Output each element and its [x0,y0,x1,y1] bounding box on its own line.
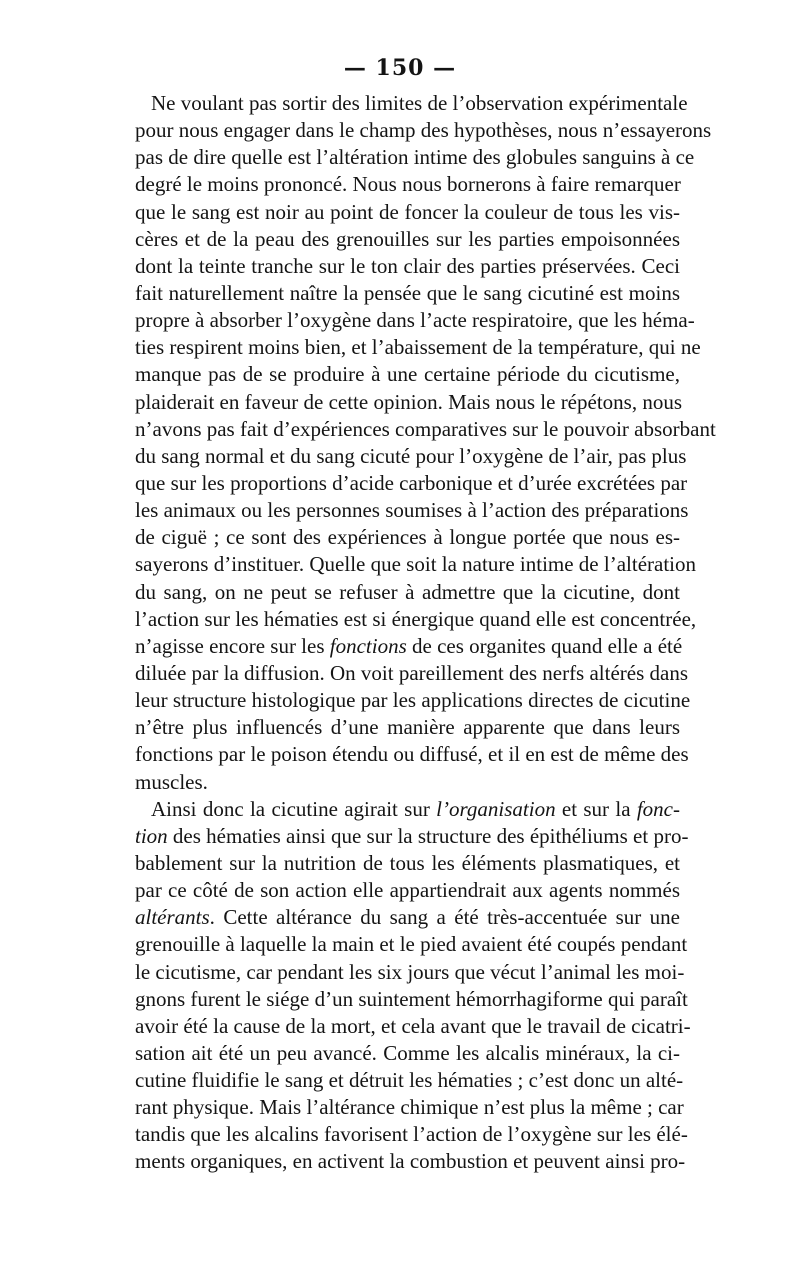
text-line: fait naturellement naître la pensée que le sang cicutiné est moins [135,280,680,305]
text-line: que le sang est noir au point de foncer la couleur de tous les vis- [135,199,680,224]
text-line: dont la teinte tranche sur le ton clair des parties préservées. Ceci [135,253,680,278]
paragraph-1 [135,90,716,796]
paragraph-2 [135,796,691,1176]
text-line: degré le moins prononcé. Nous nous bornerons à faire remarquer [135,172,681,197]
text-line: leur structure histologique par les applications directes de cicutine [135,688,691,713]
text-line: n’être plus influencés d’une manière apparente que dans leurs [135,715,680,740]
text-line: altérants. Cette altérance du sang a été très-accentuée sur une [135,905,680,930]
text-line: diluée par la diffusion. On voit pareillement des nerfs altérés dans [135,660,689,685]
text-line: propre à absorber l’oxygène dans l’acte respiratoire, que les héma- [135,308,695,333]
text-line: du sang, on ne peut se refuser à admettre que la cicutine, dont [135,579,680,604]
body-text [135,90,716,1176]
text-line: tion des hématies ainsi que sur la structure des épithéliums et pro- [135,823,689,848]
text-line: Ainsi donc la cicutine agirait sur l’organisation et sur la fonc- [151,796,680,821]
page-number: — 150 — [343,55,457,81]
text-line: que sur les proportions d’acide carbonique et d’urée excrétées par [135,470,688,495]
text-line: de ciguë ; ce sont des expériences à longue portée que nous es- [135,525,680,550]
text-line: bablement sur la nutrition de tous les éléments plasmatiques, et [135,850,680,875]
text-line: avoir été la cause de la mort, et cela avant que le travail de cicatri- [135,1013,691,1038]
text-line: plaiderait en faveur de cette opinion. Mais nous le répétons, nous [135,389,683,414]
text-line: muscles. [135,769,208,794]
text-line: fonctions par le poison étendu ou diffusé, et il en est de même des [135,742,689,767]
text-line: n’avons pas fait d’expériences comparatives sur le pouvoir absorbant [135,416,716,441]
text-line: gnons furent le siége d’un suintement hémorrhagiforme qui paraît [135,986,688,1011]
text-line: l’action sur les hématies est si énergique quand elle est concentrée, [135,606,697,631]
text-line: tandis que les alcalins favorisent l’action de l’oxygène sur les élé- [135,1122,688,1147]
text-line: sation ait été un peu avancé. Comme les alcalis minéraux, la ci- [135,1040,680,1065]
text-line: grenouille à laquelle la main et le pied avaient été coupés pendant [135,932,688,957]
text-line: pas de dire quelle est l’altération intime des globules sanguins à ce [135,145,695,170]
text-line: sayerons d’instituer. Quelle que soit la nature intime de l’altération [135,552,697,577]
text-line: les animaux ou les personnes soumises à l’action des préparations [135,498,689,523]
text-line: Ne voulant pas sortir des limites de l’observation expérimentale [151,91,688,115]
text-line: ments organiques, en activent la combustion et peuvent ainsi pro- [135,1149,686,1174]
text-line: par ce côté de son action elle appartiendrait aux agents nommés [135,878,680,903]
text-line: cères et de la peau des grenouilles sur les parties empoisonnées [135,226,680,251]
text-line: rant physique. Mais l’altérance chimique n’est plus la même ; car [135,1095,684,1120]
text-line: manque pas de se produire à une certaine période du cicutisme, [135,362,680,387]
text-line: pour nous engager dans le champ des hypothèses, nous n’essayerons [135,118,712,143]
text-line: n’agisse encore sur les fonctions de ces organites quand elle a été [135,633,683,658]
text-line: ties respirent moins bien, et l’abaissement de la température, qui ne [135,335,701,360]
text-line: du sang normal et du sang cicuté pour l’oxygène de l’air, pas plus [135,443,687,468]
text-line: le cicutisme, car pendant les six jours que vécut l’animal les moi- [135,959,685,984]
text-line: cutine fluidifie le sang et détruit les hématies ; c’est donc un alté- [135,1068,684,1093]
